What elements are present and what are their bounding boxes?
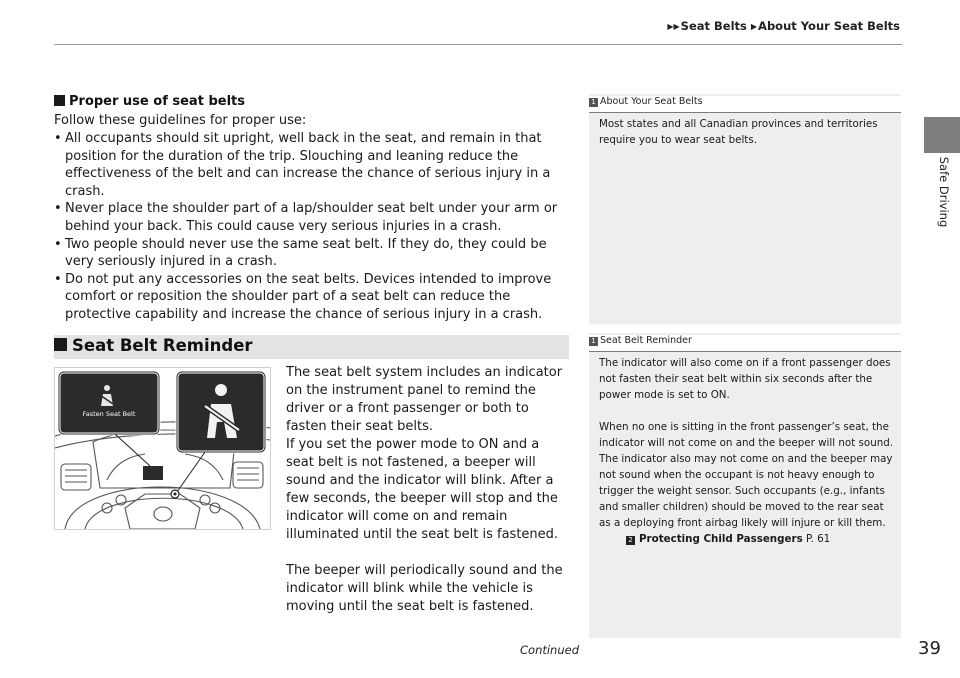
paragraph: The indicator will also come on if a front passenger does not fasten their seat belt within six seconds after the power mode is set to ON. [599,357,891,401]
page-reference-icon: 2 [626,536,635,545]
section-heading [54,94,245,109]
sidenote-header [589,96,901,113]
page-number: 39 [918,638,941,659]
sidenote-header [589,335,901,352]
breadcrumb-item[interactable]: About Your Seat Belts [758,19,900,33]
list-item: • Two people should never use the same seat belt. If they do, they could be very seriously injured in a crash. [54,236,574,271]
list-item: • Do not put any accessories on the seat belts. Devices intended to improve comfort or reposition the shoulder part of a seat belt can reduce the protective capability and increase the chance of serious injury in a crash. [54,271,574,324]
intro-text: Follow these guidelines for proper use: [54,113,307,128]
continued-label: Continued [520,643,580,657]
dashboard-drawing [55,368,270,529]
guideline-list [54,130,574,324]
paragraph: When no one is sitting in the front passenger’s seat, the indicator will not come on and the beeper will not sound. [599,421,894,449]
breadcrumb [0,19,900,33]
cross-reference-link[interactable] [599,531,894,547]
xref-page: P. 61 [805,533,831,545]
reminder-text [286,364,571,616]
header-rule [54,44,902,45]
sidenote-title: About Your Seat Belts [600,96,703,107]
sidenote-body [599,355,894,547]
dashboard-illustration [54,367,271,530]
breadcrumb-arrow-icon: ▶▶ [667,22,680,31]
sidenote-title: Seat Belt Reminder [600,335,692,346]
section-thumb-tab [924,117,960,153]
paragraph: If you set the power mode to ON and a seat belt is not fastened, a beeper will sound and the indicator will blink. After a few seconds, the beeper will stop and the indicator will come on and remain illuminated until the seat belt is fastened. [286,437,559,542]
callout-label: Fasten Seat Belt [82,410,136,418]
sidenote-about-seat-belts [589,94,901,324]
note-tag-icon: 1 [589,98,598,107]
list-item: • Never place the shoulder part of a lap/shoulder seat belt under your arm or behind your back. This could cause very serious injuries in a crash. [54,200,574,235]
paragraph: The beeper will periodically sound and the indicator will blink while the vehicle is moving until the seat belt is fastened. [286,563,563,614]
xref-label: Protecting Child Passengers [639,533,803,545]
sidenote-body [599,116,894,148]
square-bullet-icon [54,338,67,351]
page-title-text: Seat Belt Reminder [72,336,253,355]
section-heading-text: Proper use of seat belts [69,94,245,109]
square-bullet-icon [54,95,65,106]
paragraph: Most states and all Canadian provinces and territories require you to wear seat belts. [599,118,878,146]
breadcrumb-arrow-icon: ▶ [750,22,758,31]
page-title [54,336,253,355]
paragraph: The seat belt system includes an indicator on the instrument panel to remind the driver or a front passenger or both to fasten their seat belts. [286,365,563,434]
sidenote-seat-belt-reminder [589,333,901,638]
section-tab-label: Safe Driving [937,156,951,228]
note-tag-icon: 1 [589,337,598,346]
list-item: • All occupants should sit upright, well back in the seat, and remain in that position for the duration of the trip. Slouching and leaning reduce the effectiveness of the belt and can increase the chance of serious injury in a crash. [54,130,574,200]
paragraph: The indicator also may not come on and the beeper may not sound when the occupant is not heavy enough to trigger the weight sensor. Such occupants (e.g., infants and smaller children) should be moved to the rear seat as a deploying front airbag likely will injure or kill them. [599,453,893,529]
breadcrumb-item[interactable]: Seat Belts [680,19,747,33]
indicator-location-marker [143,466,163,480]
